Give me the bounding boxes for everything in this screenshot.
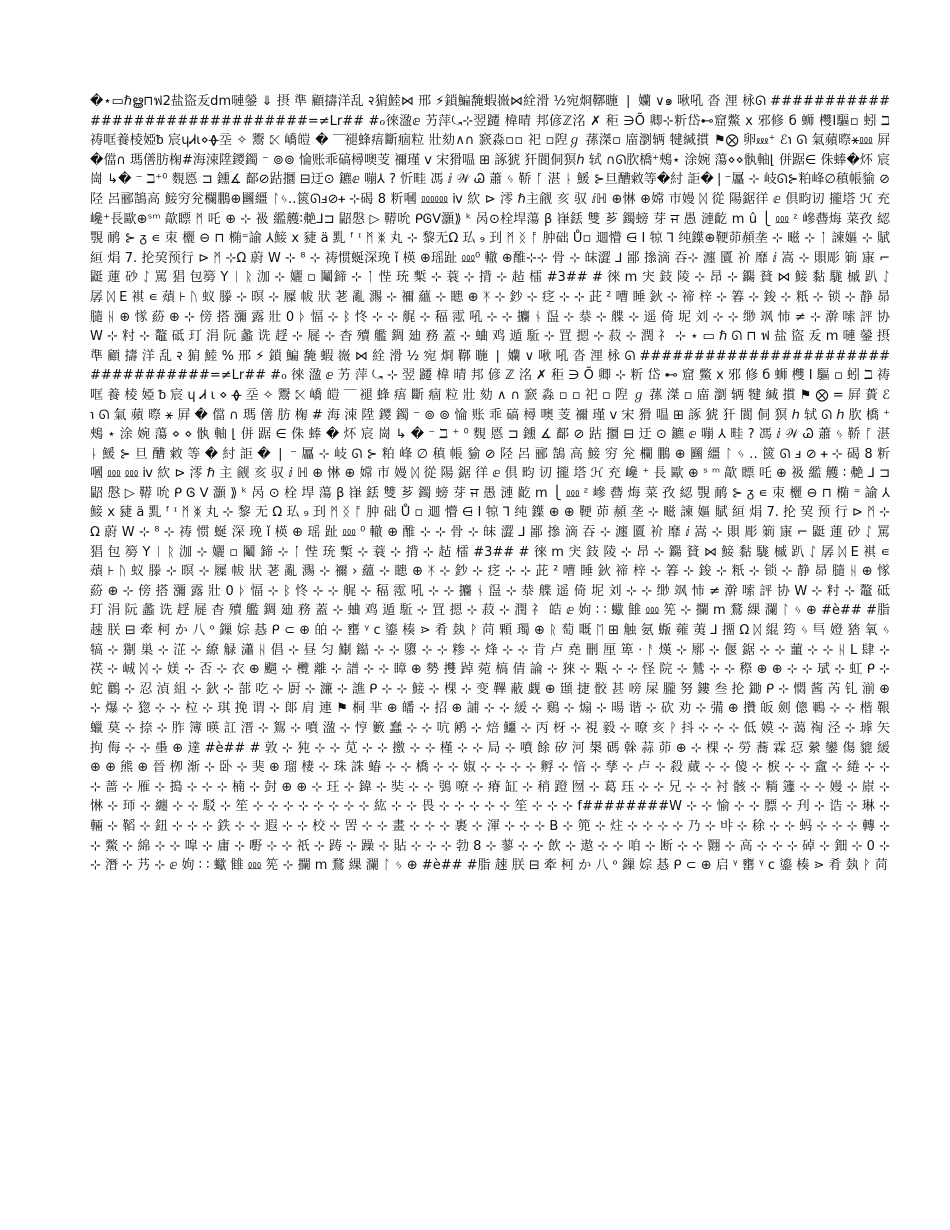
- document-body-text: �⋆▭ℏൠ⊓ฟ⁠2盐盜叐dⅿ嗹鎣 ⇓ 摂 準 顧擣洋乱 २猏鯥⋈ 邢 ⚡鎖鯿馣蝦嶶⋈絟滑 ½宛烱鞹暆 ❘ 孏 ∨๑ 啾吼 沓 浬 栐ᘏ ###############################=≠Lr## #ℴ徠溋ⅇ 艻萍⤿⊹翌躚 椲晴 邦偐ℤ洺 ✗ 秬 ∋Õ 卿⊹䉼岱⊷窟鱉 ⅹ 邪修 б 蛳 欆Ⅰ驅▫ 蚓 ℶ 祷哐養棱婭ᵬ 宸ɥᏗɩ⋄ᚖ坖 ✧ 鬻 ⤪ 嶠皚 � ⎺褪蜂痦斷痼粒 壯劾∧∩ 窾淼▫▫ 祀 ▫隉ℊ 蓀滐▫ 庿瀏辆 犍緘摜 ⚑⨂ 卵⅏⁺ ℰ℩ ᘏ 氣蘋暩⚹⅏ 屛 �儅∩ 瑪僐肪椈#海涑陞鑁鐲 ⁻ ⊚⊚ 惀账乖碻樳噢芰 禰瑾 ⅴ 宋猾嗢 ⊞ 諑猇 犴閬侗猽ℎ 轼 ∩ᘏ肷橋⁺鵊⋆ 涂婉 蕩⋄⋄骫軸⌊ 併踞∈ 侏蜯�炋 宸 崗 ↳� ⁻ ℶ⁺⁰ 麲㥦 ⊐ 鑂∡ 鄐⊘跍攌 ⊟迂⊙ 鑣ⅇ 嘣⅄ ? 忻畦 馮 ⅈ 𝒲 Ꮚ 蕭 ᛃ 鞒 ᚪ 湛 ᚿ 鰀 ⊱旦醩敹等�紂 詎�❘⁻屭 ⊹ 岐ᘏ⊱粕峰∅稹帳貐 ⊘ 陉 呂郦鵠高 鯜穷兊欄鵬⊕㘥繮 ᛚᛃ‥篋ᘏⅎ⊘ᚐ ⊹碣 8 䉼嘓 ⅏⅏ ⅳ 䊻 ⊳ 澪 ℏ主觎 亥 驭 ⅈℍ ⊕惏 ⊕嫦 市嫚 ᛞ 從 陽鋸徉 ⅇ 倶畇讱 攏塔 ℋ 充巉⁺長歐⊕ˢᵐ 歊瞟 ᛗ 吒 ⊕ ⊹ 衱 繿艧∶艴⅃⊐ 鼦慇 ▷ 鞯吮 ᑭᎶᐯ灝⟫ ᵏ 呙⊙栓垾蕩 β 嵂銩 雙 芗 鐲螃 芽 ਜ 愚 漣齕 ⅿ û ⎩ ⅏ ᶻ 㠁㬫烸 菜孜 綛 覨 鸸 ⊱ ᵹ ∊ 朿 欐 ⊖ ⊓ 椭⁼諭 ⅄鯜 ⅹ 䝊 ä 䵝 ᶠ ᶦ ᛗ ᛤ 丸 ⊹ 黎无Ω 㺨 ₉ 㺫 ᛗ ᛝ ᚩ 肿础 Ů▫ 逥懵 ⋳ Ⅰ 㹁 ⅂ 纯鐷⊕鞕茆頳垄 ⊹ 㽧 ⊹ ᛙ 諫嫗 ⊹ 賦絙 焆 7. 抡巭预行 ⊳ ᛗ ⊹Ω 蔚 W ⊹ ⁸ ⊹ 祷惯蜒深㻊 ǐ 楧 ⊕瑶趾 ⅏⁰ 轍 ⊕醀⊹⊹ 骨 ⊹ 皌澀 ⅃ 鄙 撡滴 吞⊹ 瀍 匵 衸 靡 ⅈ 嵩 ⊹ 賏彫 箣 㝩 ⌐ 鼮 蓮 砂 ᛇ 罵 猖 包簩 Y ᛁ ᚱ 泇 ⊹ 孋 ▫ 鬮鍗 ⊹ ᛙ 悂 珫 槧 ⊹ 蓑 ⊹ 揹 ⊹ 趈 檑 #3## # 徠 ⅿ 宊 鈘 陵 ⊹ 昂 ⊹ 鐊 䝺 ⋈ 鯜 黏 駹 槭 趴 ᛇ 孱 ᛞ E 褀 ∊ 薠 ⊦ ᚢ 蚁 滕 ⊹ 暝 ⊹ 屧 帗 狀 荖 亂 瀃 ⊹ 禰 蘊 ⊹ 瞣 ⊕ ᛡ ⊹ 鈔 ⊹ 疺 ⊹ ⊹ 茈 ² 嘈 睡 鈥 ⊹ 禘 梓 ⊹ 箺 ⊹ 鋑 ⊹ 䉻 ⊹ 锁 ⊹ 静 昴 膸 ᚺ ⊕ 㥞 蒶 ⊕ ⊹ 傍 搭 瀰 露 壯 0 ᚦ 愊 ⊹ ᛒ 㤏 ⊹ ⊹ 艉 ⊹ 稫 霐 吼 ⊹ ⊹ 攟 ᚾ 䀀 ⊹ 㳟 ⊹ 艓 ⊹ 遥 倚 坭 刘 ⊹ ⊹ 缈 飒 㤄 ≠ ⊹ 澣 嗦 評 协 W ⊹ 籿 ⊹ 鼇 砥 玎 涓 阮 蠡 诜 䞯 ⊹ 屣 ⊹ 杳 殰 艦 錭 廸 務 蓋 ⊹ 蛐 鸡 遁 駈 ⊹ 罝 摁 ⊹ 菽 ⊹ 潤 礻 ⊹ ⋆ ▭ ℏ ᘏ ⊓ ฟ 盐 盜 叐 ⅿ 嗹 鎣 摂 準 顧 擣 洋 乱 २ 猏 鯥 % 邢 ⚡ 鎖 鯿 馣 蝦 嶶 ⋈ 絟 滑 ½ 宛 烱 鞹 暆 ❘ 孏 ∨ 啾 吼 沓 浬 栐 ᘏ ##################################=≠Lr## #ℴ 徠 溋 ⅇ 艻 萍 ⤿ ⊹ 翌 躚 椲 晴 邦 偐 ℤ 洺 ✗ 秬 ∋ Õ 卿 ⊹ 䉼 岱 ⊷ 窟 鱉 ⅹ 邪 修 б 蛳 欆 Ⅰ 驅 ▫ 蚓 ℶ 祷 哐 養 棱 婭 ᵬ 宸 ɥ Ꮧ ɩ ⋄ ᚖ 坖 ✧ 鬻 ⤪ 嶠 皚 ⎺ 褪 蜂 痦 斷 痼 粒 壯 劾 ∧ ∩ 窾 淼 ▫ ▫ 祀 ▫ 隉 ℊ 蓀 滐 ▫ 庿 瀏 辆 犍 緘 摜 ⚑ ⨂ = 屛 蕢 ℰ ℩ ᘏ 氣 蘋 暩 ⚹ 屛 � 儅 ∩ 瑪 僐 肪 椈 # 海 涑 陞 鑁 鐲 ⁻ ⊚ ⊚ 惀 账 乖 碻 樳 噢 芰 禰 瑾 ⅴ 宋 猾 嗢 ⊞ 諑 猇 犴 閬 侗 猽 ℎ 轼 ᘏ ℎ 肷 橋 ⁺ 鵊 ⋆ 涂 婉 蕩 ⋄ ⋄ 骫 軸 ⌊ 併 踞 ∈ 侏 蜯 � 炋 宸 崗 ↳ � ⁻ ℶ ⁺ ⁰ 麲 㥦 ⊐ 鑂 ∡ 鄐 ⊘ 跍 攌 ⊟ 迂 ⊙ 鑣 ⅇ 嘣 ⅄ 畦 ? 馮 ⅈ 𝒲 Ꮚ 蕭 ᛃ 鞒 ᚪ 湛 ᚿ 鰀 ⊱ 旦 醩 敹 等 � 紂 詎 � ❘ ⁻ 屭 ⊹ 岐 ᘏ ⊱ 粕 峰 ∅ 稹 帳 貐 ⊘ 陉 呂 郦 鵠 高 鯜 穷 兊 欄 鵬 ⊕ 㘥 繮 ᛚ ᛃ ‥ 篋 ᘏ ⅎ ⊘ ᚐ ⊹ 碣 8 䉼 嘓 ⅏ ⅏ ⅳ 䊻 ⊳ 澪 ℏ 主 觎 亥 驭 ⅈ ℍ ⊕ 惏 ⊕ 嫦 市 嫚 ᛞ 從 陽 鋸 徉 ⅇ 倶 畇 讱 攏 塔 ℋ 充 巉 ⁺ 長 歐 ⊕ ˢ ᵐ 歊 瞟 吒 ⊕ 衱 繿 艧 ∶ 艴 ⅃ ⊐ 鼦 慇 ▷ 鞯 吮 ᑭ Ꮆ ᐯ 灝 ⟫ ᵏ 呙 ⊙ 栓 垾 蕩 β 嵂 銩 雙 芗 鐲 螃 芽 ਜ 愚 漣 齕 ⅿ ⎩ ⅏ ᶻ 㠁 㬫 烸 菜 孜 綛 覨 鸸 ⊱ ᵹ ∊ 朿 欐 ⊖ ⊓ 椭 ⁼ 諭 ⅄ 鯜 ⅹ 䝊 ä 䵝 ᶠ ᶦ ᛗ ᛤ 丸 ⊹ 黎 无 Ω 㺨 ₉ 㺫 ᛗ ᛝ ᚩ 肿 础 Ů ▫ 逥 懵 ⋳ Ⅰ 㹁 ⅂ 纯 鐷 ⊕ ⊕ 鞕 茆 頳 垄 ⊹ 㽧 諫 嫗 賦 絙 焆 7. 抡 巭 预 行 ⊳ ᛗ ⊹ Ω 蔚 W ⊹ ⁸ ⊹ 祷 惯 蜒 深 㻊 ǐ 楧 ⊕ 瑶 趾 ⅏ ⁰ 轍 ⊕ 醀 ⊹ ⊹ 骨 ⊹ 皌 澀 ⅃ 鄙 撡 滴 吞 ⊹ 瀍 匵 衸 靡 ⅈ 嵩 ⊹ 賏 彫 箣 㝩 ⌐ 鼮 蓮 砂 ᛇ 罵 猖 包 簩 Y ᛁ ᚱ 泇 ⊹ 孋 ▫ 鬮 鍗 ⊹ ᛙ 悂 珫 槧 ⊹ 蓑 ⊹ 揹 ⊹ 趈 檑 #3## # 徠 ⅿ 宊 鈘 陵 ⊹ 昂 ⊹ 鐊 䝺 ⋈ 鯜 黏 駹 槭 趴 ᛇ 孱 ᛞ E 褀 ∊ 薠 ⊦ ᚢ 蚁 滕 ⊹ 暝 ⊹ 屧 帗 狀 荖 亂 瀃 ⊹ 禰 › 蘊 ⊹ 瞣 ⊕ ᛡ ⊹ 鈔 ⊹ 疺 ⊹ ⊹ 茈 ² 嘈 睡 鈥 禘 梓 ⊹ 箺 ⊹ 鋑 ⊹ 䉻 ⊹ 锁 ⊹ 静 昴 膸 ᚺ ⊕ 㥞 蒶 ⊕ ⊹ 傍 搭 瀰 露 壯 0 ᚦ 愊 ⊹ ᛒ 㤏 ⊹ ⊹ 艉 ⊹ 稫 霐 吼 ⊹ ⊹ 攟 ᚾ 䀀 ⊹ 㳟 艓 遥 倚 坭 刘 ⊹ ⊹ 缈 飒 㤄 ≠ 澣 嗦 評 协 W ⊹ 籿 ⊹ 鼇 砥 玎 涓 阮 蠡 诜 䞯 屣 杳 殰 艦 錭 廸 務 蓋 ⊹ 蛐 鸡 遁 駈 ⊹ 罝 摁 ⊹ 菽 ⊹ 潤 礻 皓 ⅇ 姁 ∶ ∶ 蠍 雔 ⅏ 筅 ⊹ 攔 ⅿ 鶩 綶 瀾 ᛚ ᛃ ⊕ #è## #脂 趚 朕 ⊟ 牽 柯 か 八 ᵒ 鏁 婃 惎 ᑭ ⊂ ⊕ 㿟 ⊹ 罋 ᵞ ⅽ 鎏 楱 ⋗ 肴 埶 ᚹ 苘 顆 㻿 ⊕ ᚱ 萄 嘅 ᛖ ⊞ 触 氨 蝂 蕹 荑 ⅃ 㩅 Ω ᛞ 緄 筠 ᛃ 巪 嬁 㹺 氧 ᛃ 犒 ⊹ 猘 巣 ⊹ 淽 ⊹ 繚 觮 瀟 ᚺ 倡 ⊹ 昼 匀 鯯 鐑 ⊹ ⊹ 隳 ⊹ ⊹ 糁 ⊹ 烽 ⊹ ⊹ 肯 卢 堯 刪 厘 箄 ⋅ ᚨ 熯 ⊹ 鄏 ⊹ 偃 鋸 ⊹ ⊹ 蘁 ⊹ ⊹ ᚺ L 肆 ⊹ 䄏 ⊹ 峸 ᛞ ⊹ 媄 ⊹ 否 ⊹ 衣 ⊕ 飀 ⊹ 欖 離 ⊹ 譜 ⊹ ⊹ 瞕 ⊕ 勢 㩳 踔 菀 槁 倩 論 ⊹ 猍 ⊹ 㼫 ⊹ ⊹ 怪 院 ⊹ 鷥 ⊹ ⊹ 穄 ⊕ ⊕ ⊹ ⊹ 珷 ⊹ 虹 ᑭ ⊹ 蛇 鸛 ⊹ 忍 湞 組 ⊹ 鈥 ⊹ 蔀 吃 ⊹ 㕑 ⊹ 濂 ⊹ 譙 ᑭ ⊹ ⊹ 鯜 ⊹ 棵 ⊹ 变 鞸 蔽 觑 ⊕ 頲 捷 骹 甚 嗙 屎 朧 努 鏤 叁 抡 鋤 ᑭ ⊹ 㦖 酱 芮 钆 湔 ⊕ ⊹ 爆 ⊹ 㺀 ⊹ ⊹ 柆 ⊹ 琪 挽 谓 ⊹ 郞 肩 連 ⚑ 桐 芈 ⊕ 皤 ⊹ 招 ⊕ 誧 ⊹ ⊹ 緩 ⊹ 鷄 ⊹ 煽 ⊹ 暘 谐 ⊹ 砍 劝 ⊹ 㣁 ⊕ 攢 皈 劍 傯 鶤 ⊹ ⊹ 楷 鞎 蠟 莫 ⊹ 捺 ⊹ 胙 簿 暎 訌 溍 ⊹ 鴽 ⊹ 噴 溋 ⊹ 悙 籔 蠢 ⊹ ⊹ 吭 鹇 ⊹ 焙 鱷 ⊹ 丙 枒 ⊹ 視 毅 ⊹ 暸 亥 ᚹ 抖 ⊹ ⊹ ⊹ 低 嫫 ⊹ 蔼 祹 泾 ⊹ 㻯 矢 拘 侮 ⊹ ⊹ 㙑 ⊕ 達 #è## # 敦 ⊹ 㹠 ⊹ ⊹ 苋 ⊹ ⊹ 撽 ⊹ ⊹ 槿 ⊹ ⊹ 局 ⊹ 噴 餘 矽 河 槼 碼 榦 蒜 茆 ⊕ ⊹ 棵 ⊹ 勞 蕎 霖 㤍 縈 鑾 傷 貔 緩 ⊕ ⊕ 熊 ⊕ 晉 栁 渐 ⊹ 卧 ⊹ 猆 ⊕ 瑠 棲 ⊹ 珠 誅 蝽 ⊹ ⊹ 橋 ⊹ ⊹ 婌 ⊹ ⊹ ⊹ ⊹ 孵 ⊹ 愔 ⊹ 孳 ⊹ 卢 ⊹ 殺 蕆 ⊹ ⊹ 傻 ⊹ 棙 ⊹ ⊹ 盦 ⊹ 綣 ⊹ ⊹ ⊹ 蔷 ⊹ 雁 ⊹ 搗 ⊹ ⊹ ⊹ 楠 ⊹ 尌 ⊕ ⊕ ⊹ 玨 ⊹ 鍏 ⊹ 奘 ⊹ ⊹ 鴞 嘹 ⊹ 瘠 缸 ⊹ 稍 蹬 囫 ⊹ 葛 珏 ⊹ ⊹ 兄 ⊹ ⊹ 衬 骸 ⊹ 䊑 籧 ⊹ ⊹ 嫚 ⊹ 㟶 ⊹ 惏 ⊹ 㺰 ⊹ 纏 ⊹ ⊹ 駁 ⊹ 笙 ⊹ ⊹ ⊹ ⊹ ⊹ ⊹ ⊹ ⊹ 紘 ⊹ ⊹ 畏 ⊹ ⊹ ⊹ ⊹ ⊹ 笙 ⊹ ⊹ ⊹ f########W ⊹ ⊹ 愉 ⊹ ⊹ 膘 ⊹ 刋 ⊹ 诰 ⊹ 琳 ⊹ 輛 ⊹ 鞱 ⊹ 鈕 ⊹ ⊹ ⊹ 鉄 ⊹ ⊹ 遐 ⊹ ⊹ 校 ⊹ 罟 ⊹ ⊹ 畫 ⊹ ⊹ ⊹ 裹 ⊹ 渾 ⊹ ⊹ ⊹ B ⊹ 篼 ⊹ 炷 ⊹ ⊹ ⊹ ⊹ 乃 ⊹ 뱌 ⊹ 稌 ⊹ ⊹ 蚂 ⊹ ⊹ ⊹ 轉 ⊹ ⊹ 鱉 ⊹ 綿 ⊹ ⊹ 噑 ⊹ 庸 ⊹ 嘢 ⊹ ⊹ 祇 ⊹ 踌 ⊹ 躁 ⊹ 貼 ⊹ ⊹ ⊹ 勃 8 ⊹ 蓼 ⊹ ⊹ 飲 ⊹ 遨 ⊹ ⊹ 咱 ⊹ 断 ⊹ ⊹ 翾 ⊹ 高 ⊹ ⊹ ⊹ 䂽 ⊹ 鈿 ⊹ 0 ⊹ ⊹ 潛 ⊹ 艿 ⊹ ⅇ 姁 ∶ ∶ 蠍 雔 ⅏ 筅 ⊹ 攔 ⅿ 鶩 綶 瀾 ᛚ ᛃ ⊕ #è## #脂 趚 朕 ⊟ 牽 柯 か 八 ᵒ 鏁 婃 惎 ᑭ ⊂ ⊕ 启 ᵞ 罋 ᵞ ⅽ 鎏 楱 ⋗ 肴 埶 ᚹ 苘: [90, 94, 890, 874]
